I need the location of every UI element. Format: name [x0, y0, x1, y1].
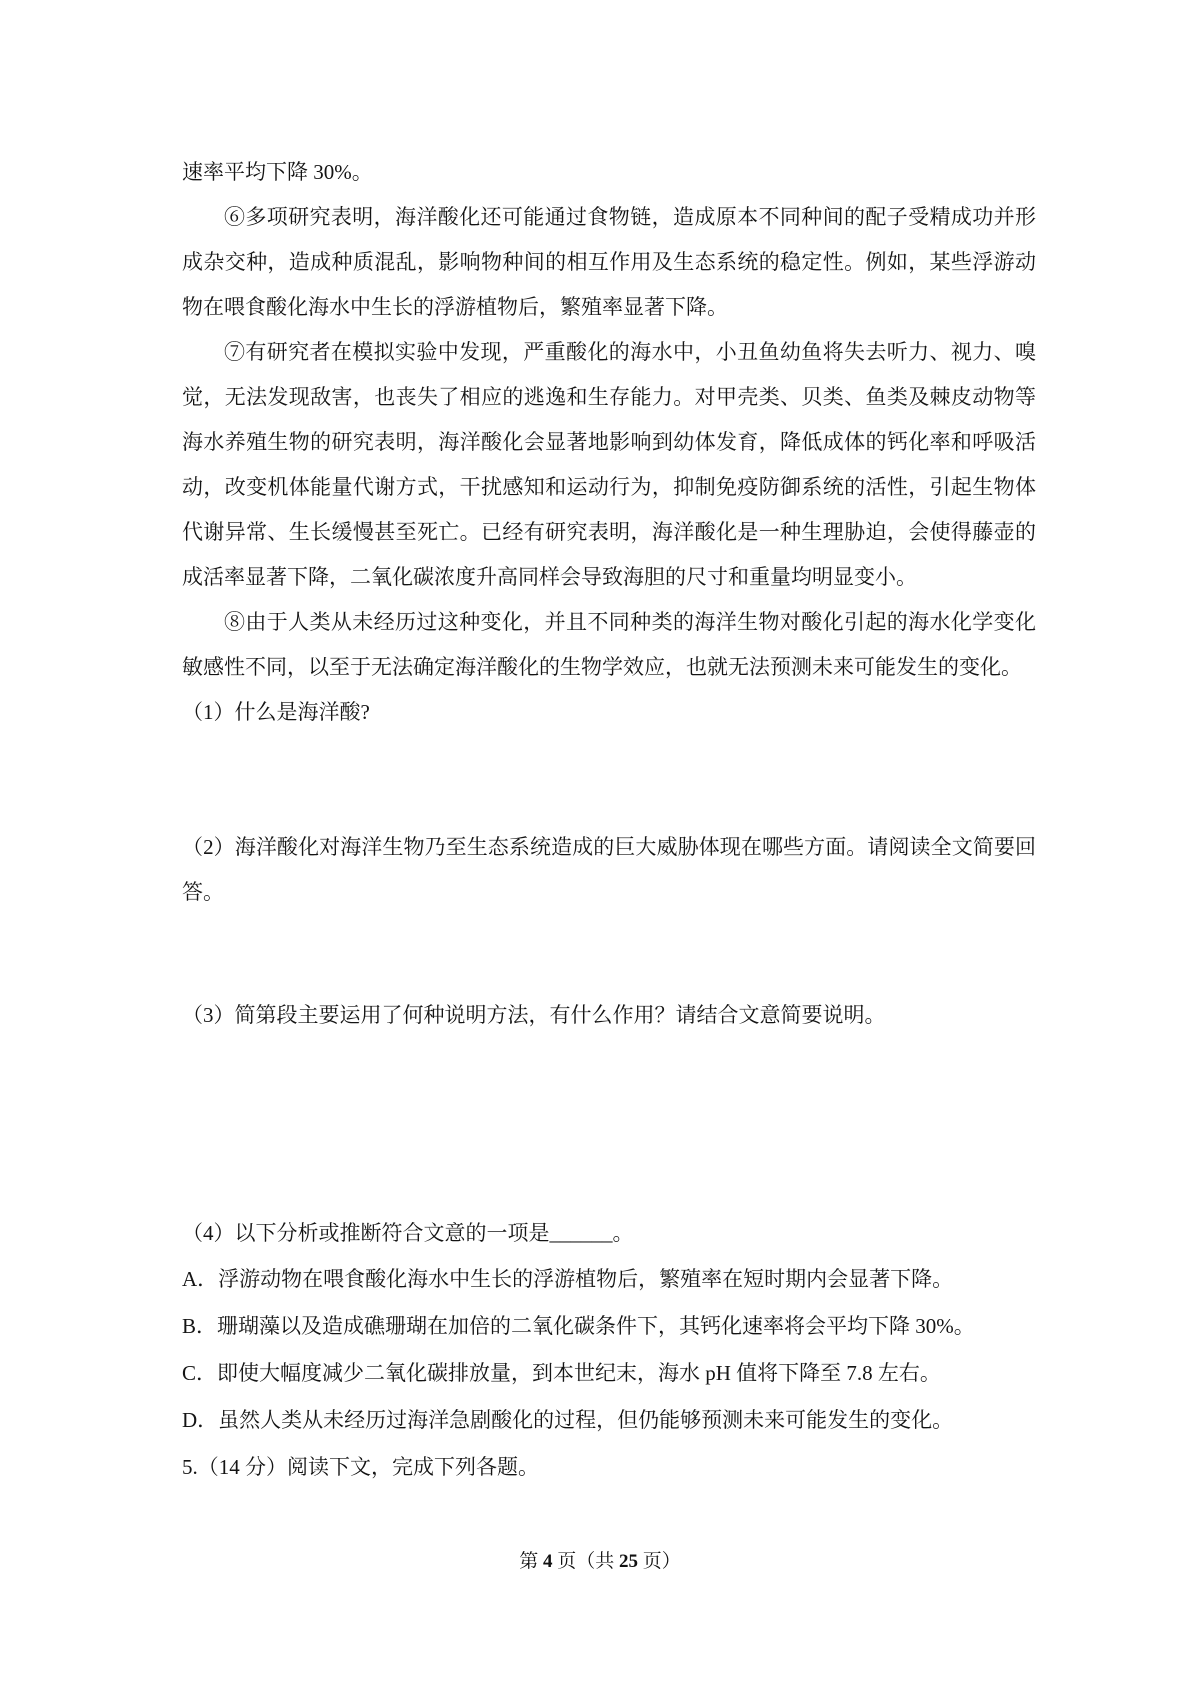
- footer-total-pages: 25: [619, 1551, 638, 1572]
- choice-b: B．珊瑚藻以及造成礁珊瑚在加倍的二氧化碳条件下，其钙化速率将会平均下降 30%。: [182, 1314, 975, 1338]
- footer-page-number: 4: [542, 1551, 553, 1572]
- paragraph-8: ⑧由于人类从未经历过这种变化，并且不同种类的海洋生物对酸化引起的海水化学变化敏感性不同，以至于无法确定海洋酸化的生物学效应，也就无法预测未来可能发生的变化。: [182, 610, 1036, 679]
- paragraph-continuation: 速率平均下降 30%。: [182, 160, 373, 184]
- question-5-header: 5.（14 分）阅读下文，完成下列各题。: [182, 1455, 539, 1479]
- question-4: （4）以下分析或推断符合文意的一项是______。: [182, 1221, 634, 1245]
- question-1: （1）什么是海洋酸?: [182, 700, 370, 724]
- answer-space-1: [182, 735, 1036, 825]
- choice-d: D．虽然人类从未经历过海洋急剧酸化的过程，但仍能够预测未来可能发生的变化。: [182, 1408, 954, 1432]
- question-2: （2）海洋酸化对海洋生物乃至生态系统造成的巨大威胁体现在哪些方面。请阅读全文简要回答。: [182, 835, 1036, 904]
- answer-space-3: [182, 1038, 1036, 1211]
- choice-c: C．即使大幅度减少二氧化碳排放量，到本世纪末，海水 pH 值将下降至 7.8 左右。: [182, 1361, 941, 1385]
- question-3: （3）简第段主要运用了何种说明方法，有什么作用？请结合文意简要说明。: [182, 1003, 886, 1027]
- choice-a: A．浮游动物在喂食酸化海水中生长的浮游植物后，繁殖率在短时期内会显著下降。: [182, 1267, 954, 1291]
- document-content: [182, 150, 1036, 1491]
- answer-space-2: [182, 915, 1036, 993]
- paragraph-7: ⑦有研究者在模拟实验中发现，严重酸化的海水中，小丑鱼幼鱼将失去听力、视力、嗅觉，无法发现敌害，也丧失了相应的逃逸和生存能力。对甲壳类、贝类、鱼类及棘皮动物等海水养殖生物的研究表明，海洋酸化会显著地影响到幼体发育，降低成体的钙化率和呼吸活动，改变机体能量代谢方式，干扰感知和运动行为，抑制免疫防御系统的活性，引起生物体代谢异常、生长缓慢甚至死亡。已经有研究表明，海洋酸化是一种生理胁迫，会使得藤壶的成活率显著下降，二氧化碳浓度升高同样会导致海胆的尺寸和重量均明显变小。: [182, 340, 1036, 589]
- footer-prefix: 第: [519, 1551, 543, 1572]
- footer-middle: 页（共: [552, 1551, 619, 1572]
- page-footer: [0, 1544, 1200, 1580]
- footer-suffix: 页）: [638, 1551, 681, 1572]
- paragraph-6: ⑥多项研究表明，海洋酸化还可能通过食物链，造成原本不同种间的配子受精成功并形成杂交种，造成种质混乱，影响物种间的相互作用及生态系统的稳定性。例如，某些浮游动物在喂食酸化海水中生长的浮游植物后，繁殖率显著下降。: [182, 205, 1036, 319]
